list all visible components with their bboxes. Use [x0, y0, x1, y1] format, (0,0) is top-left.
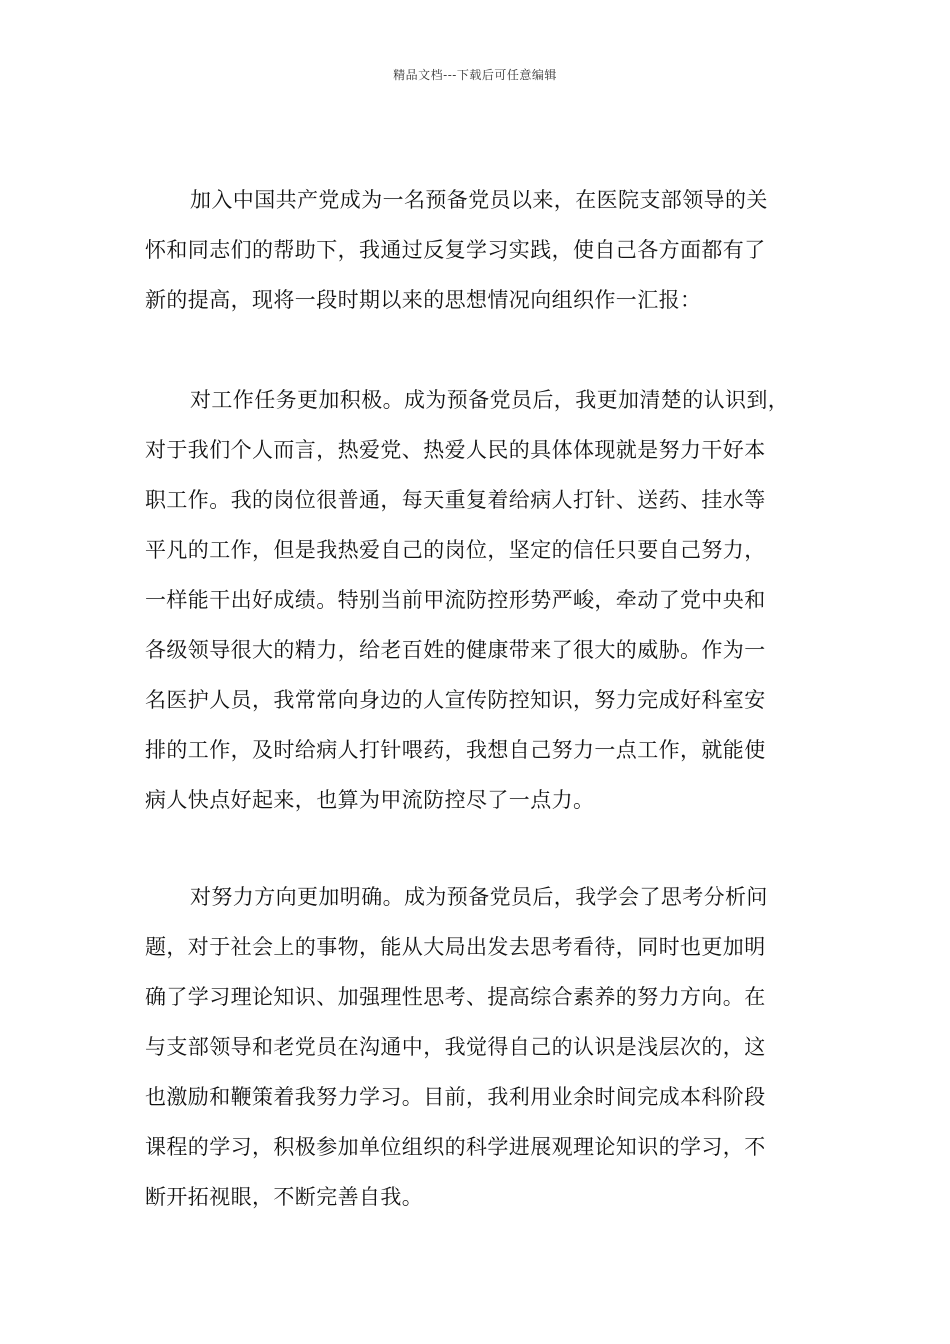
- paragraph-line: 对努力方向更加明确。成为预备党员后，我学会了思考分析问: [190, 885, 768, 909]
- paragraph-line: 加入中国共产党成为一名预备党员以来，在医院支部领导的关: [190, 188, 768, 212]
- paragraph-line: 新的提高，现将一段时期以来的思想情况向组织作一汇报：: [145, 288, 702, 312]
- paragraph-line: 病人快点好起来，也算为甲流防控尽了一点力。: [145, 788, 595, 812]
- paragraph-line: 断开拓视眼，不断完善自我。: [145, 1185, 424, 1209]
- paragraph-line: 题，对于社会上的事物，能从大局出发去思考看待，同时也更加明: [145, 935, 766, 959]
- paragraph-line: 排的工作，及时给病人打针喂药，我想自己努力一点工作，就能使: [145, 738, 766, 762]
- paragraph-line: 对于我们个人而言，热爱党、热爱人民的具体体现就是努力干好本: [145, 438, 766, 462]
- paragraph-line: 职工作。我的岗位很普通，每天重复着给病人打针、送药、挂水等: [145, 488, 766, 512]
- paragraph-line: 也激励和鞭策着我努力学习。目前，我利用业余时间完成本科阶段: [145, 1085, 766, 1109]
- paragraph-1: [145, 175, 820, 325]
- paragraph-line: 对工作任务更加积极。成为预备党员后，我更加清楚的认识到，: [190, 388, 790, 412]
- paragraph-line: 怀和同志们的帮助下，我通过反复学习实践，使自己各方面都有了: [145, 238, 766, 262]
- paragraph-line: 各级领导很大的精力，给老百姓的健康带来了很大的威胁。作为一: [145, 638, 766, 662]
- paragraph-3: [145, 872, 820, 1222]
- page-header: 精品文档---下载后可任意编辑: [393, 68, 557, 82]
- paragraph-line: 平凡的工作，但是我热爱自己的岗位，坚定的信任只要自己努力，: [145, 538, 766, 562]
- paragraph-line: 一样能干出好成绩。特别当前甲流防控形势严峻，牵动了党中央和: [145, 588, 766, 612]
- paragraph-line: 课程的学习，积极参加单位组织的科学进展观理论知识的学习，不: [145, 1135, 766, 1159]
- paragraph-2: [145, 375, 820, 825]
- paragraph-line: 确了学习理论知识、加强理性思考、提高综合素养的努力方向。在: [145, 985, 766, 1009]
- paragraph-line: 与支部领导和老党员在沟通中，我觉得自己的认识是浅层次的，这: [145, 1035, 766, 1059]
- paragraph-line: 名医护人员，我常常向身边的人宣传防控知识，努力完成好科室安: [145, 688, 766, 712]
